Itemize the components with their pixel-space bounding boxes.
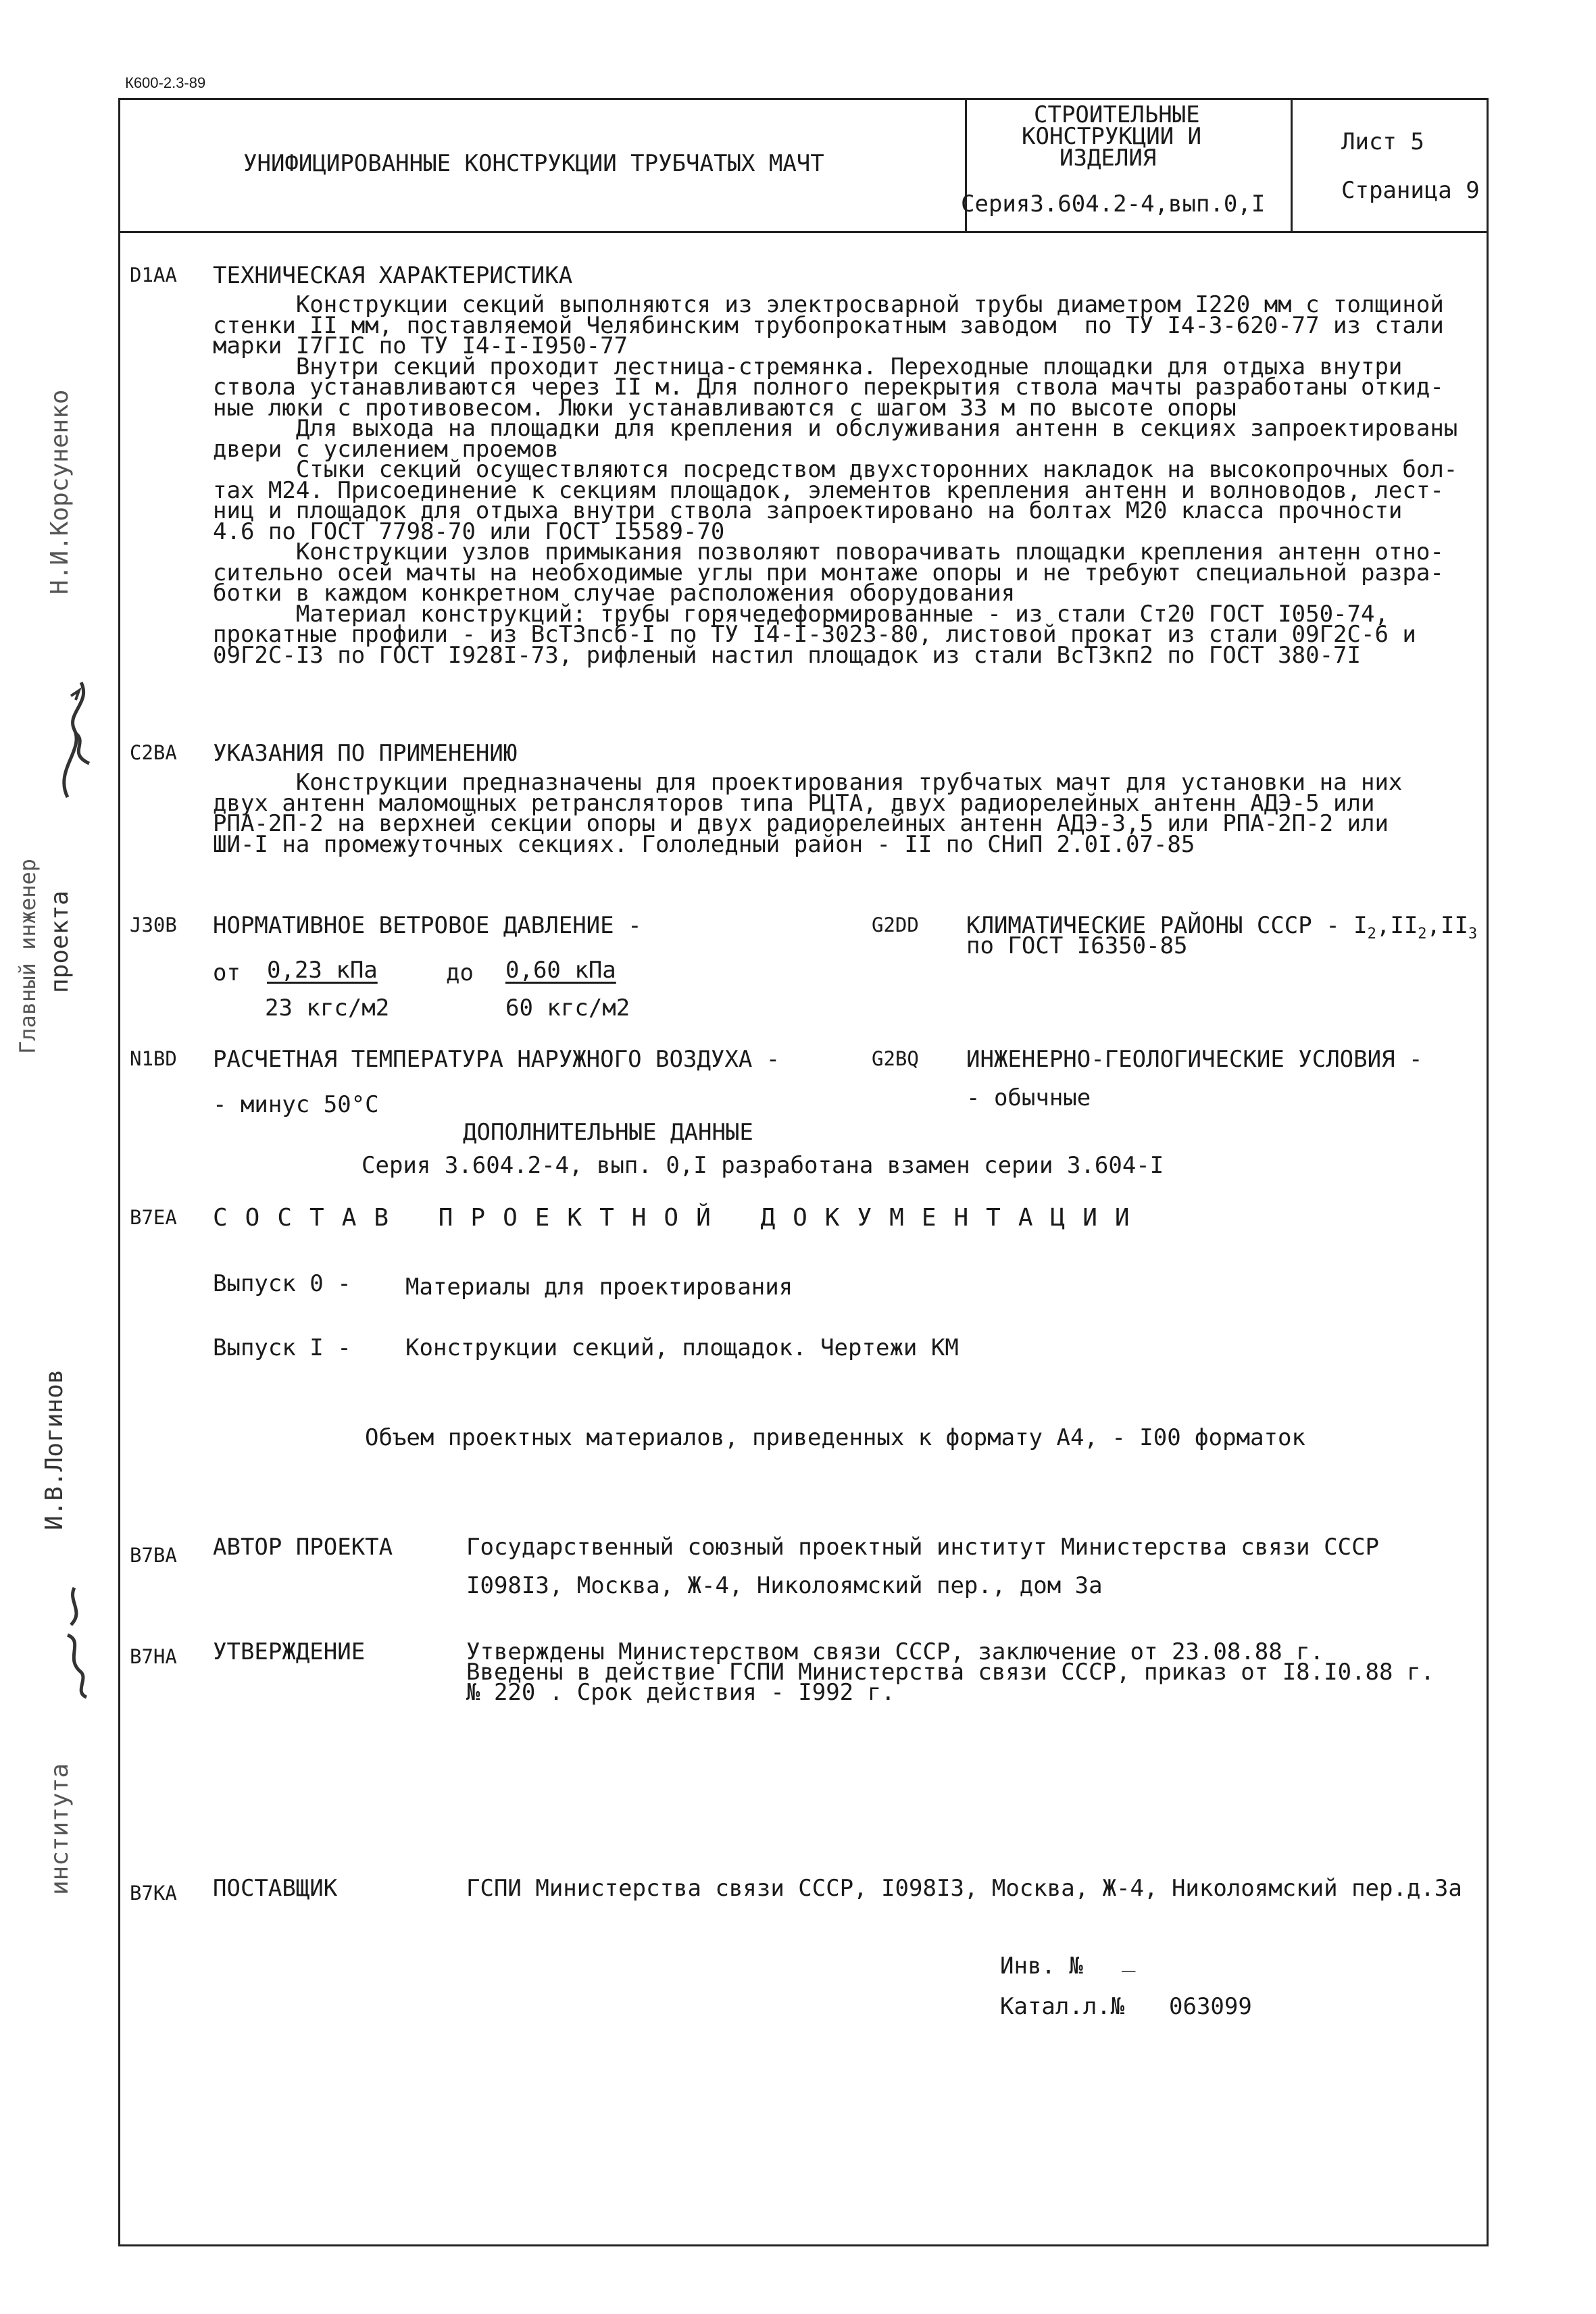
- inventory-value: _: [1122, 1946, 1136, 1973]
- tech-line: Материал конструкций: трубы горячедеформированные - из стали Ст20 ГОСТ I050-74,: [213, 600, 1389, 628]
- tech-line: 4.6 по ГОСТ 7798-70 или ГОСТ I5589-70: [213, 518, 725, 545]
- signature-bottom-image: [27, 1574, 108, 1703]
- tech-line: Внутри секций проходит лестница-стремянка. Переходные площадки для отдыха внутри: [213, 353, 1403, 380]
- supplier-text: ГСПИ Министерства связи СССР, I098I3, Москва, Ж-4, Николоямский пер.д.3а: [466, 1875, 1462, 1902]
- issue0-text: Материалы для проектирования: [405, 1274, 793, 1301]
- climate-mid-1: ,II: [1376, 912, 1418, 939]
- tech-line: двери с усилением проемов: [213, 435, 559, 463]
- approval-line-2: Введены в действие ГСПИ Министерства связи СССР, приказ от I8.I0.88 г.: [466, 1659, 1435, 1686]
- tech-line: Стыки секций осуществляются посредством двухсторонних накладок на высокопрочных бол-: [213, 456, 1458, 483]
- section-code-author: B7BA: [130, 1544, 177, 1567]
- header-sheet: Лист 5: [1341, 128, 1424, 155]
- climate-title-text: КЛИМАТИЧЕСКИЕ РАЙОНЫ СССР - I: [966, 912, 1368, 939]
- approval-line-3: № 220 . Срок действия - I992 г.: [466, 1679, 895, 1706]
- climate-sub-2: 2: [1418, 925, 1427, 942]
- margin-institute-label: института: [46, 1763, 74, 1895]
- usage-line: РПА-2П-2 на верхней секции опоры и двух радиорелейных антенн АДЭ-3,5 или РПА-2П-2 или: [213, 810, 1389, 837]
- margin-chief-label: Главный инженер: [15, 859, 41, 1054]
- tech-line: Для выхода на площадки для крепления и обслуживания антенн в секциях запроектированы: [213, 415, 1458, 442]
- issue0-label: Выпуск 0 -: [213, 1270, 351, 1297]
- header-series: Серия3.604.2-4,вып.0,I: [961, 191, 1266, 218]
- tech-line: 09Г2С-I3 по ГОСТ I928I-73, рифленый настил площадок из стали ВсТ3кп2 по ГОСТ 380-7I: [213, 641, 1361, 669]
- tech-line: ботки в каждом конкретном случае расположения оборудования: [213, 580, 1016, 607]
- author-title: АВТОР ПРОЕКТА: [213, 1534, 393, 1561]
- usage-line: Конструкции предназначены для проектирования трубчатых мачт для установки на них: [213, 769, 1403, 796]
- tech-line: ниц и площадок для отдыха внутри ствола запроектировано на болтах М20 класса прочности: [213, 497, 1403, 524]
- margin-bottom-name: И.В.Логинов: [41, 1369, 68, 1530]
- tech-line: Конструкции узлов примыкания позволяют поворачивать площадки крепления антенн отно-: [213, 538, 1444, 565]
- tech-line: марки I7ГIС по ТУ I4-I-I950-77: [213, 332, 628, 359]
- climate-sub-3: 3: [1468, 925, 1478, 942]
- approval-title: УТВЕРЖДЕНИЕ: [213, 1638, 366, 1665]
- temperature-number: - минус 50: [213, 1091, 351, 1118]
- composition-title: СОСТАВ ПРОЕКТНОЙ ДОКУМЕНТАЦИИ: [213, 1204, 1147, 1232]
- tech-line: прокатные профили - из ВсТ3псб-I по ТУ I4-I-3023-80, листовой прокат из стали 09Г2С-6 и: [213, 621, 1416, 648]
- header-category-3: ИЗДЕЛИЯ: [1059, 145, 1157, 172]
- usage-line: ШИ-I на промежуточных секциях. Гололедный район - II по СНиП 2.0I.07-85: [213, 830, 1195, 858]
- inventory-label: Инв. №: [1000, 1953, 1083, 1980]
- temperature-value: [213, 1091, 379, 1118]
- section-code-wind: J30B: [130, 913, 177, 936]
- issue1-text: Конструкции секций, площадок. Чертежи КМ: [405, 1334, 959, 1361]
- margin-project-label: проекта: [46, 890, 74, 993]
- header-title: УНИФИЦИРОВАННЫЕ КОНСТРУКЦИИ ТРУБЧАТЫХ МАЧТ: [243, 150, 824, 177]
- section-title-tech: ТЕХНИЧЕСКАЯ ХАРАКТЕРИСТИКА: [213, 262, 573, 289]
- tech-line: тах М24. Присоединение к секциям площадок, элементов крепления антенн и волноводов, лест-: [213, 476, 1444, 504]
- geology-title: ИНЖЕНЕРНО-ГЕОЛОГИЧЕСКИЕ УСЛОВИЯ -: [966, 1046, 1423, 1073]
- wind-to-label: до: [446, 959, 474, 986]
- header-category-2: КОНСТРУКЦИИ И: [1022, 123, 1202, 150]
- section-code-tech: D1AA: [130, 263, 177, 286]
- approval-line-1: Утверждены Министерством связи СССР, заключение от 23.08.88 г.: [466, 1638, 1324, 1665]
- tech-line: ные люки с противовесом. Люки устанавливаются с шагом 33 м по высоте опоры: [213, 394, 1237, 422]
- signature-top-image: [27, 669, 108, 804]
- section-code-composition: B7EA: [130, 1206, 177, 1229]
- section-code-climate: G2DD: [872, 913, 919, 936]
- wind-from-label: от: [213, 959, 241, 986]
- usage-line: двух антенн маломощных ретрансляторов типа РЦТА, двух радиорелейных антенн АДЭ-5 или: [213, 789, 1375, 817]
- climate-sub-1: 2: [1367, 925, 1376, 942]
- temperature-title: РАСЧЕТНАЯ ТЕМПЕРАТУРА НАРУЖНОГО ВОЗДУХА -: [213, 1046, 780, 1073]
- author-line-1: Государственный союзный проектный институт Министерства связи СССР: [466, 1534, 1380, 1561]
- climate-standard: по ГОСТ I6350-85: [966, 932, 1188, 959]
- header-divider-2: [1291, 98, 1293, 233]
- wind-to-alt: 60 кгс/м2: [505, 995, 630, 1022]
- author-line-2: I098I3, Москва, Ж-4, Николоямский пер., дом 3а: [466, 1572, 1103, 1599]
- section-code-approval: B7HA: [130, 1645, 177, 1668]
- section-code-usage: C2BA: [130, 741, 177, 764]
- header-page: Страница 9: [1341, 177, 1480, 204]
- climate-mid-2: ,II: [1426, 912, 1468, 939]
- wind-from-value: 0,23 кПа: [267, 957, 378, 984]
- wind-to-value: 0,60 кПа: [505, 957, 616, 984]
- section-title-usage: УКАЗАНИЯ ПО ПРИМЕНЕНИЮ: [213, 740, 518, 767]
- doc-code: К600-2.3-89: [125, 74, 206, 91]
- catalog-label: Катал.л.№: [1000, 1993, 1125, 2020]
- wind-title: НОРМАТИВНОЕ ВЕТРОВОЕ ДАВЛЕНИЕ -: [213, 912, 642, 939]
- tech-line: ствола устанавливаются через II м. Для полного перекрытия ствола мачты разработаны откид-: [213, 374, 1444, 401]
- header-category-1: СТРОИТЕЛЬНЫЕ: [1034, 101, 1200, 128]
- composition-volume: Объем проектных материалов, приведенных к формату А4, - I00 форматок: [365, 1424, 1305, 1451]
- extra-text: Серия 3.604.2-4, вып. 0,I разработана взамен серии 3.604-I: [361, 1152, 1164, 1179]
- margin-top-name: Н.И.Корсуненко: [46, 389, 74, 595]
- section-code-geology: G2BQ: [872, 1047, 919, 1070]
- catalog-value: 063099: [1169, 1993, 1252, 2020]
- geology-value: - обычные: [966, 1084, 1091, 1111]
- section-code-temperature: N1BD: [130, 1047, 177, 1070]
- issue1-label: Выпуск I -: [213, 1334, 351, 1361]
- tech-line: стенки II мм, поставляемой Челябинским трубопрокатным заводом по ТУ I4-3-620-77 из стали: [213, 311, 1444, 339]
- wind-from-alt: 23 кгс/м2: [265, 995, 390, 1022]
- extra-title: ДОПОЛНИТЕЛЬНЫЕ ДАННЫЕ: [463, 1119, 753, 1146]
- supplier-title: ПОСТАВЩИК: [213, 1875, 338, 1902]
- tech-line: сительно осей мачты на необходимые углы при монтаже опоры и не требуют специальной разра-: [213, 559, 1444, 586]
- section-code-supplier: B7KA: [130, 1882, 177, 1905]
- tech-line: Конструкции секций выполняются из электросварной трубы диаметром I220 мм с толщиной: [213, 291, 1444, 318]
- temperature-unit: °C: [351, 1091, 379, 1118]
